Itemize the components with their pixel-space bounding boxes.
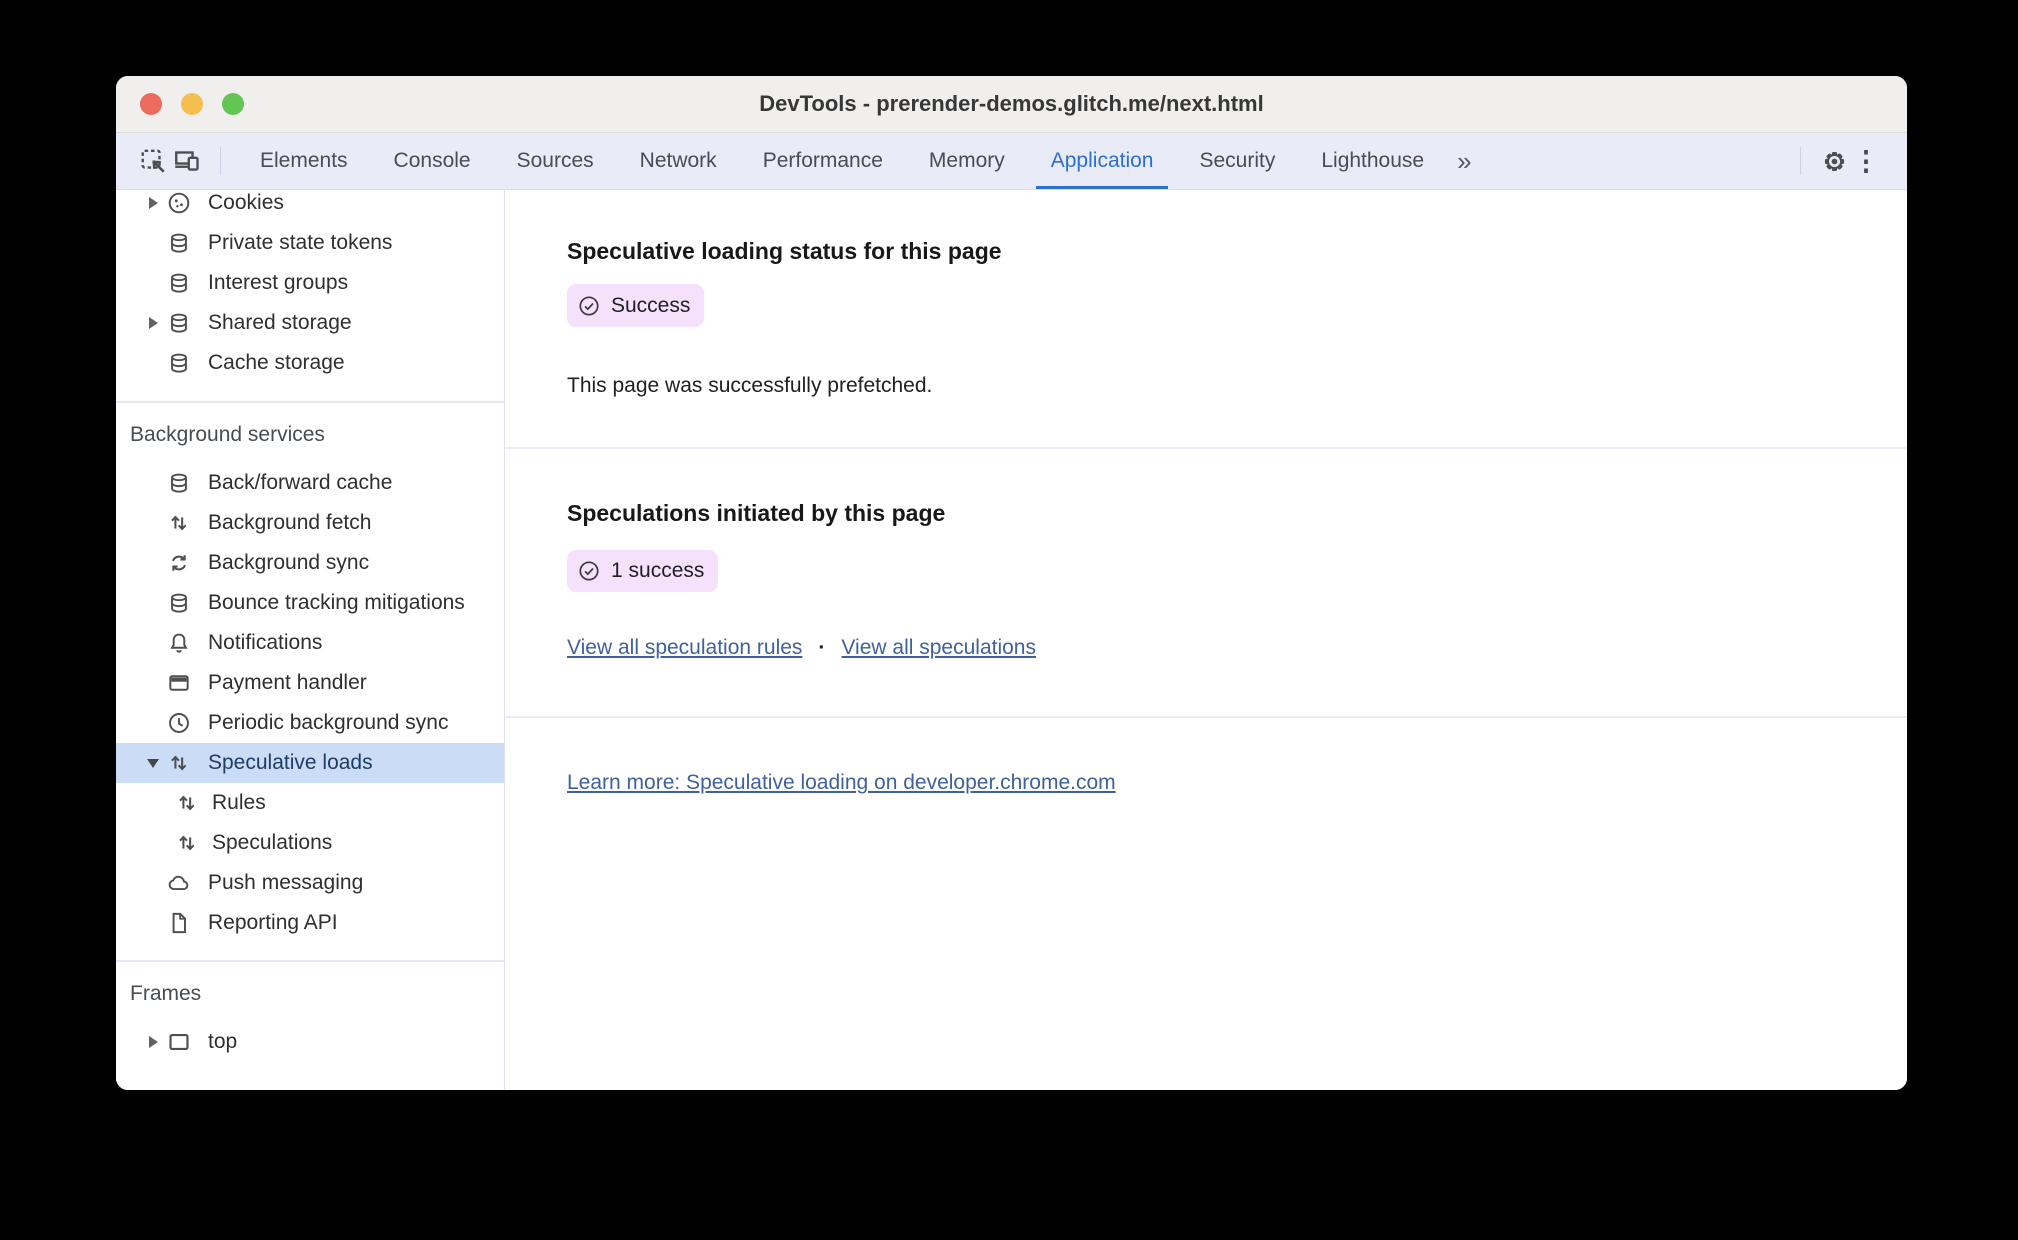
inspect-icon: [138, 146, 168, 176]
database-icon: [166, 310, 192, 336]
expander-expanded-icon[interactable]: [140, 759, 166, 768]
learn-more-link[interactable]: Learn more: Speculative loading on developer.chrome.com: [567, 771, 1116, 794]
gear-icon: [1819, 146, 1850, 177]
minimize-window-button[interactable]: [181, 93, 203, 115]
sidebar-item-background-sync[interactable]: Background sync: [116, 543, 504, 583]
view-all-speculation-rules-link[interactable]: View all speculation rules: [567, 636, 803, 659]
expander-collapsed-icon[interactable]: [140, 317, 166, 329]
link-separator-dot: ·: [818, 636, 826, 659]
frame-icon: [166, 1029, 192, 1055]
frames-header: Frames: [130, 982, 202, 1005]
bell-icon: [166, 630, 192, 656]
sidebar-item-push-messaging[interactable]: Push messaging: [116, 863, 504, 903]
speculations-count-badge: 1 success: [567, 550, 718, 592]
sidebar-item-speculative-loads[interactable]: Speculative loads: [116, 743, 504, 783]
tab-performance[interactable]: Performance: [762, 149, 883, 172]
sidebar-item-speculations[interactable]: Speculations: [116, 823, 504, 863]
tab-elements[interactable]: Elements: [260, 149, 348, 172]
sidebar-item-notifications[interactable]: Notifications: [116, 623, 504, 663]
cookie-icon: [166, 190, 192, 216]
zoom-window-button[interactable]: [222, 93, 244, 115]
more-tabs-icon[interactable]: »: [1457, 145, 1472, 176]
expander-collapsed-icon[interactable]: [140, 1036, 166, 1048]
check-circle-icon: [577, 559, 601, 583]
sidebar-item-rules[interactable]: Rules: [116, 783, 504, 823]
section-divider: [505, 447, 1907, 449]
devtools-window: [116, 76, 1907, 1090]
close-window-button[interactable]: [140, 93, 162, 115]
sidebar-item-top-frame[interactable]: top: [116, 1022, 504, 1062]
status-badge: Success: [567, 284, 704, 327]
up-down-arrows-icon: [174, 830, 200, 856]
status-section-heading: Speculative loading status for this page: [567, 238, 1002, 264]
document-icon: [166, 910, 192, 936]
sidebar-item-bounce-tracking-mitigations[interactable]: Bounce tracking mitigations: [116, 583, 504, 623]
tab-memory[interactable]: Memory: [928, 149, 1005, 172]
status-description: This page was successfully prefetched.: [567, 374, 933, 397]
up-down-arrows-icon: [174, 790, 200, 816]
sidebar-item-cache-storage[interactable]: Cache storage: [116, 343, 504, 383]
toolbar-right: [1784, 144, 1881, 178]
tab-console[interactable]: Console: [393, 149, 471, 172]
tab-application[interactable]: Application: [1028, 133, 1177, 189]
sidebar-item-periodic-background-sync[interactable]: Periodic background sync: [116, 703, 504, 743]
up-down-arrows-icon: [166, 510, 192, 536]
tab-sources[interactable]: Sources: [516, 149, 594, 172]
database-icon: [166, 230, 192, 256]
settings-button[interactable]: [1817, 144, 1851, 178]
database-icon: [166, 350, 192, 376]
cloud-icon: [166, 870, 192, 896]
section-divider: [505, 716, 1907, 718]
devtools-toolbar: [116, 133, 1907, 190]
window-controls: [140, 76, 244, 132]
sidebar-item-cookies[interactable]: Cookies: [116, 190, 504, 223]
tab-lighthouse[interactable]: Lighthouse: [1321, 149, 1425, 172]
toolbar-divider: [1800, 147, 1801, 175]
database-icon: [166, 470, 192, 496]
background-services-header: Background services: [130, 423, 325, 446]
tab-security[interactable]: Security: [1199, 149, 1276, 172]
sidebar-item-shared-storage[interactable]: Shared storage: [116, 303, 504, 343]
sidebar-item-private-state-tokens[interactable]: Private state tokens: [116, 223, 504, 263]
database-icon: [166, 270, 192, 296]
speculations-section-heading: Speculations initiated by this page: [567, 500, 946, 526]
sync-icon: [166, 550, 192, 576]
tab-network[interactable]: Network: [639, 149, 717, 172]
payment-card-icon: [166, 670, 192, 696]
device-toolbar-icon: [172, 146, 202, 176]
toggle-device-toolbar-button[interactable]: [170, 144, 204, 178]
panel-tabs: [237, 133, 1482, 189]
up-down-arrows-icon: [166, 750, 192, 776]
title-bar: [116, 76, 1907, 133]
sidebar-item-background-fetch[interactable]: Background fetch: [116, 503, 504, 543]
sidebar-section-divider: [116, 401, 504, 403]
inspect-element-button[interactable]: [136, 144, 170, 178]
speculative-loads-panel: [505, 190, 1907, 1090]
check-circle-icon: [577, 294, 601, 318]
view-all-speculations-link[interactable]: View all speculations: [841, 636, 1036, 659]
window-title: DevTools - prerender-demos.glitch.me/next.html: [759, 91, 1264, 116]
toolbar-divider: [220, 147, 221, 175]
sidebar-section-divider: [116, 960, 504, 962]
sidebar-item-back-forward-cache[interactable]: Back/forward cache: [116, 463, 504, 503]
clock-icon: [166, 710, 192, 736]
sidebar-item-payment-handler[interactable]: Payment handler: [116, 663, 504, 703]
sidebar-item-interest-groups[interactable]: Interest groups: [116, 263, 504, 303]
application-sidebar: [116, 190, 505, 1090]
more-options-icon[interactable]: ⋮: [1852, 145, 1880, 176]
expander-collapsed-icon[interactable]: [140, 197, 166, 209]
database-icon: [166, 590, 192, 616]
sidebar-item-reporting-api[interactable]: Reporting API: [116, 903, 504, 943]
